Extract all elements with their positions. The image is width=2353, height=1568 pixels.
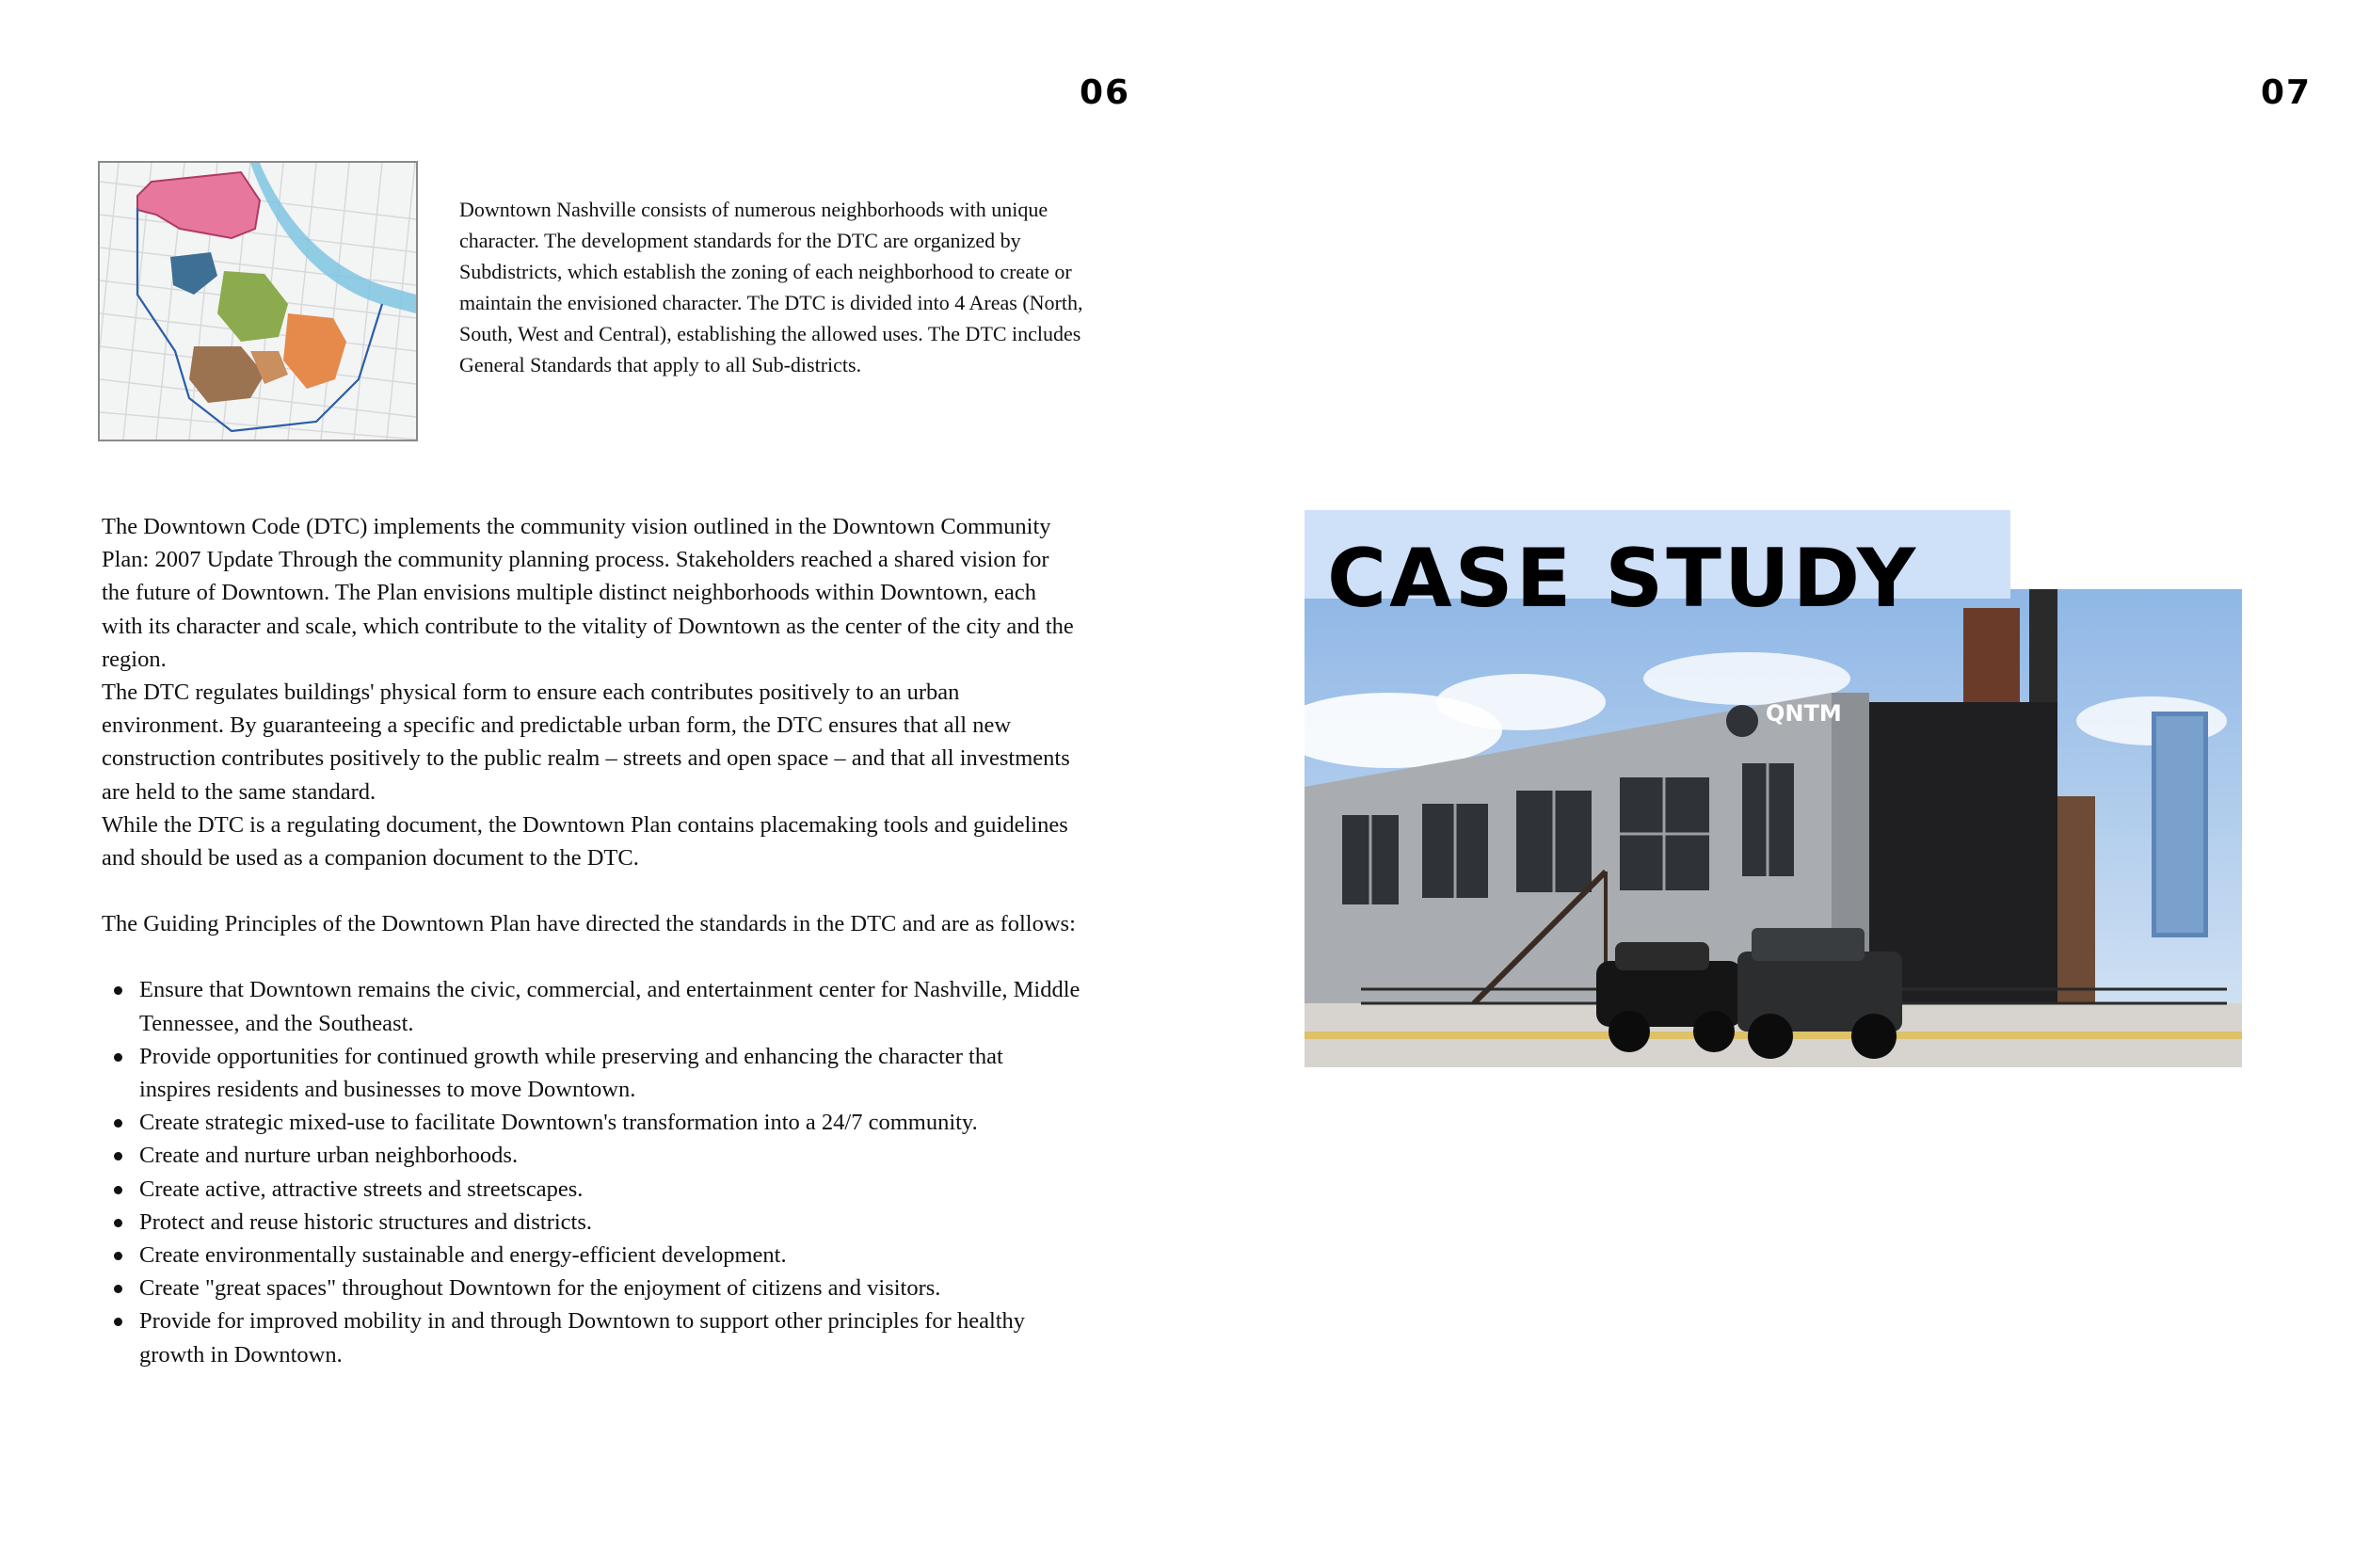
case-study-photo xyxy=(1305,589,2242,1067)
downtown-district-map xyxy=(98,161,418,441)
list-item: Create environmentally sustainable and energy-efficient development. xyxy=(102,1239,1080,1272)
list-item: Provide opportunities for continued growth while preserving and enhancing the character that inspires residents and businesses to move Downtown. xyxy=(102,1040,1080,1106)
list-item: Create active, attractive streets and streetscapes. xyxy=(102,1173,1080,1206)
list-item: Create strategic mixed-use to facilitate Downtown's transformation into a 24/7 community. xyxy=(102,1106,1080,1139)
list-item: Create "great spaces" throughout Downtown for the enjoyment of citizens and visitors. xyxy=(102,1272,1080,1304)
body-paragraph-guiding-principles: The Guiding Principles of the Downtown Plan have directed the standards in the DTC and are as follows: xyxy=(102,911,1076,937)
list-item: Ensure that Downtown remains the civic, commercial, and entertainment center for Nashville, Middle Tennessee, and the Southeast. xyxy=(102,973,1080,1039)
page-number-right: 07 xyxy=(2261,73,2313,112)
case-study-title: CASE STUDY xyxy=(1327,532,1919,626)
list-item: Create and nurture urban neighborhoods. xyxy=(102,1139,1080,1172)
list-item: Protect and reuse historic structures and districts. xyxy=(102,1206,1080,1239)
body-paragraph-dtc-vision: The Downtown Code (DTC) implements the community vision outlined in the Downtown Community Plan: 2007 Update Through the community planning process. Stakeholders reached a shared vision for the future of Downtown. The Plan envisions multiple distinct neighborhoods within Downtown, each with its character and scale, which contribute to the vitality of Downtown as the center of the city and the region. xyxy=(102,514,1074,672)
spacer xyxy=(102,940,1080,973)
body-paragraph-companion: While the DTC is a regulating document, the Downtown Plan contains placemaking tools and guidelines and should be used as a companion document to the DTC. xyxy=(102,811,1068,872)
qntm-building-illustration xyxy=(1305,589,2242,1067)
building-sign-text: QNTM xyxy=(1766,700,1842,727)
list-item: Provide for improved mobility in and through Downtown to support other principles for healthy growth in Downtown. xyxy=(102,1304,1080,1370)
district-map-graphic xyxy=(100,163,416,440)
guiding-principles-list xyxy=(102,973,1080,1370)
main-body-text xyxy=(102,510,1080,1371)
body-paragraph-dtc-regulates: The DTC regulates buildings' physical form to ensure each contributes positively to an urban environment. By guaranteeing a specific and predictable urban form, the DTC ensures that all new construction contributes positively to the public realm – streets and open space – and that all investments are held to the same standard. xyxy=(102,680,1070,805)
intro-paragraph: Downtown Nashville consists of numerous neighborhoods with unique character. The development standards for the DTC are organized by Subdistricts, which establish the zoning of each neighborhood to create or maintain the envisioned character. The DTC is divided into 4 Areas (North, South, West and Central), establishing the allowed uses. The DTC includes General Standards that apply to all Sub-districts. xyxy=(459,198,1083,376)
spacer xyxy=(102,874,1080,907)
page-number-left: 06 xyxy=(1080,73,1131,112)
